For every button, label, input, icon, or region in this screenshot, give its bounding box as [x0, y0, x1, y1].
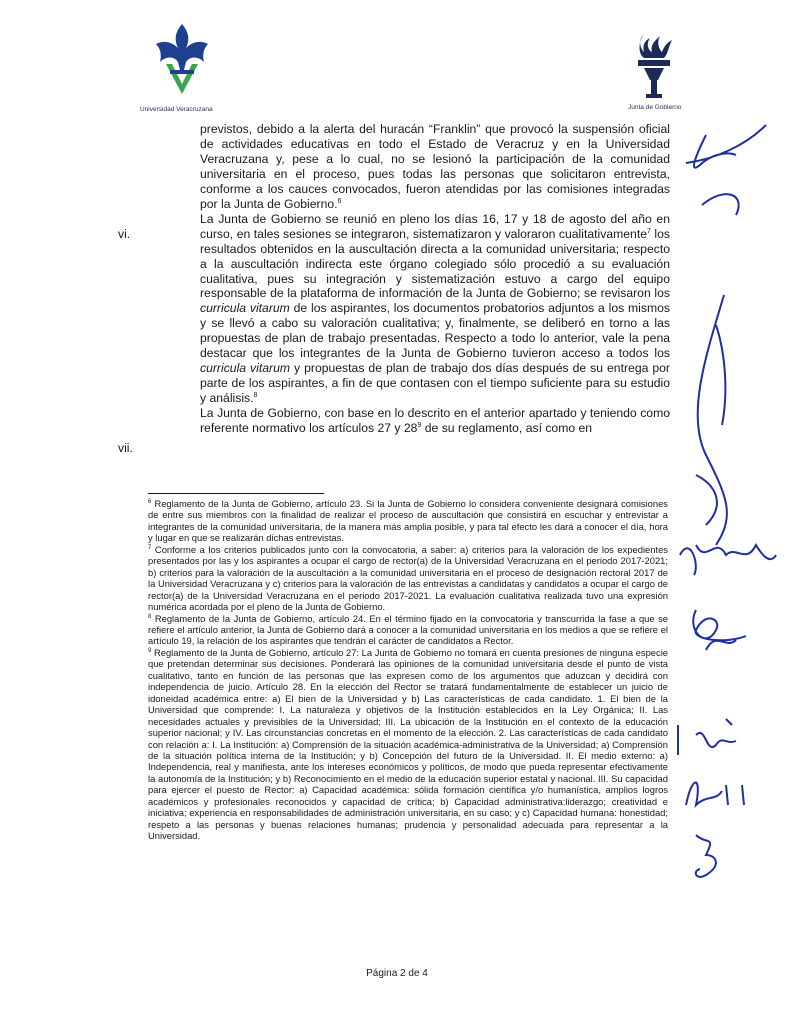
footnote-6: $^6$ Reglamento de la Junta de Gobierno, artículo 23. Si la Junta de Gobierno lo considera conveniente designará comisiones de entre sus miembros con la finalidad de realizar el proceso de auscultación que consistirá en escuchar y entrevistar a integrantes de la comunidad universitaria, de la manera más amplia posible, y para tal efecto les dará a conocer el día, hora y lugar en que se realizarán dichas entrevistas.: [148, 498, 668, 544]
junta-caption: Junta de Gobierno: [628, 104, 682, 111]
university-caption: Universidad Veracruzana: [140, 106, 213, 113]
document-body: [200, 122, 670, 436]
signature-1: [666, 115, 786, 215]
junta-de-gobierno-logo: [632, 30, 676, 107]
item-vi-paragraph: La Junta de Gobierno se reunió en pleno los días 16, 17 y 18 de agosto del año en curso, en tales sesiones se integraron, sistematizaron y valoraron cualitativamente$^7$ los resultados obtenidos en la auscultación directa a la comunidad universitaria; respecto a la auscultación indirecta este órgano colegiado sólo procedió a su evaluación cualitativa, pues su integración y sistematización estuvo a cargo del equipo responsable de la plataforma de información de la Junta de Gobierno; se revisaron los curricula vitarum de los aspirantes, los documentos probatorios adjuntos a los mismos y se llevó a cabo su valoración cualitativa; y, finalmente, se deliberó en torno a las propuestas de plan de trabajo presentadas. Respecto a todo lo anterior, vale la pena destacar que los integrantes de la Junta de Gobierno tuvieron acceso a todos los curricula vitarum y propuestas de plan de trabajo dos días después de su entrega por parte de los aspirantes, a fin de que contasen con el tiempo suficiente para su estudio y análisis.$^8$: [200, 211, 670, 406]
footnote-ref: 7: [646, 227, 651, 235]
footnotes: [148, 498, 668, 842]
signature-5: [666, 705, 786, 765]
footnote-ref: 9: [417, 422, 422, 429]
footnote-7: $^7$ Conforme a los criterios publicados junto con la convocatoria, a saber: a) criterios para la valoración de los expedientes presentados por las y los aspirantes a ocupar el cargo de rector(a) de la Universidad Veracruzana en el periodo 2017-2021; b) criterios para la valoración de la auscultación a la comunidad universitaria en el proceso de designación rectoral 2017 de la Universidad Veracruzana y c) criterios para la valoración de las entrevistas a candidatas y candidatos a ocupar el cargo de rector(a) de la Universidad Veracruzana en el periodo 2017-2021. La evaluación cualitativa realizada tuvo una expresión numérica acordada por el pleno de la Junta de Gobierno.: [148, 543, 668, 613]
signature-6: [666, 765, 786, 815]
page-number: Página 2 de 4: [366, 968, 428, 979]
footnote-8: $^8$ Reglamento de la Junta de Gobierno, artículo 24. En el término fijado en la convocatoria y transcurrida la fase a que se refiere el artículo anterior, la Junta de Gobierno dará a conocer a la comunidad universitaria en los medios a que se refiere el artículo 19, la relación de los aspirantes que tendrán el carácter de candidatos a Rector.: [148, 612, 668, 647]
item-number-vii: vii.: [118, 441, 133, 455]
signature-3: [666, 515, 786, 585]
margin-signatures: [666, 115, 794, 885]
footnote-ref: 6: [337, 197, 342, 205]
signature-4: [666, 600, 786, 660]
item-vii-paragraph: La Junta de Gobierno, con base en lo descrito en el anterior apartado y teniendo como referente normativo los artículos 27 y $28^9$ de su reglamento, así como en: [200, 406, 670, 436]
continued-paragraph: previstos, debido a la alerta del huracán “Franklin” que provocó la suspensión oficial de actividades educativas en todo el Estado de Veracruz y en la Universidad Veracruzana y, pese a lo cual, no se lesionó la participación de la comunidad universitaria en el proceso, pues todas las personas que solicitaron entrevista, conforme a los cauces convocados, fueron atendidas por las comisiones integradas por la Junta de Gobierno.$^6$: [200, 122, 670, 211]
universidad-veracruzana-logo: [146, 22, 226, 102]
signature-7: [666, 825, 786, 885]
footnote-ref: 8: [253, 392, 258, 400]
footnote-9: $^9$ Reglamento de la Junta de Gobierno, artículo 27: La Junta de Gobierno no tomará en cuenta presiones de ninguna especie que pretendan determinar sus decisiones. Ponderará las opiniones de la comunidad universitaria desde el punto de vista cualitativo, tanto en función de las personas que las expresen como de los argumentos que aduzcan y decidirá con independencia de juicio. Artículo 28. En la elección del Rector se tratará fundamentalmente de establecer un juicio de idoneidad académica entre: a) El bien de la Universidad y b) Las características de cada candidato. 1. El bien de la Universidad que comprende: I. La naturaleza y objetivos de la Institución establecidos en la Ley Orgánica; II. Las necesidades actuales y previsibles de la Universidad; III. La ubicación de la Institución en el contexto de la educación superior nacional; y IV. Las circunstancias concretas en el momento de la elección. 2. Las características de cada candidato con relación a: I. La Institución: a) Comprensión de la situación académica-administrativa de la Universidad; a) Comprensión de la situación política interna de la Institución; y b) Concepción del futuro de la Universidad. II. El medio externo: a) Independencia, real y manifiesta, ante los intereses económicos y políticos, de modo que pueda representar efectivamente la autonomía de la Institución; y b) Reconocimiento en el medio de la educación superior estatal y nacional. III. Su capacidad para ejercer el puesto de Rector: a) Capacidad académica: sólida formación científica y/o humanística, amplios logros académicos y profesionales reconocidos y capacidad de crítica; b) Capacidad administrativa:liderazgo; creatividad e iniciativa; experiencia en responsabilidades de administración universitaria, en su caso; y c) Capacidad humana: honestidad; respeto a las personas y buenas relaciones humanas; prudencia y personalidad adecuada para representar a la Universidad.: [148, 646, 668, 842]
item-number-vi: vi.: [118, 227, 131, 241]
footnote-divider: [148, 493, 324, 494]
